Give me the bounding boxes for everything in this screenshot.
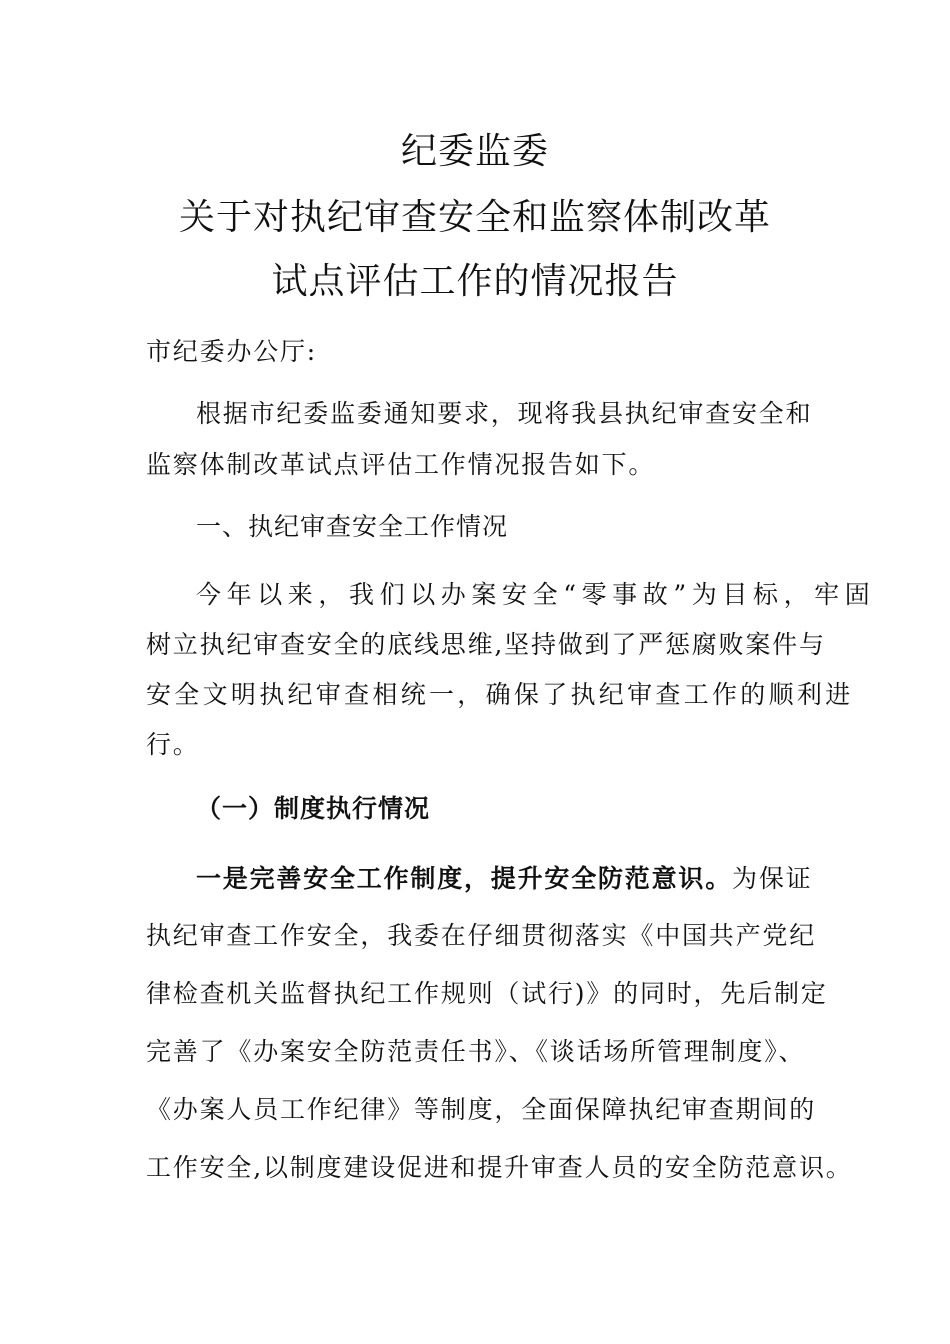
point-1-first-rest: 为保证 xyxy=(732,864,813,893)
subsection-1-heading: （一）制度执行情况 xyxy=(196,794,431,823)
point-1-line-4: 完善了《办案安全防范责任书》、《谈话场所管理制度》、 xyxy=(146,1037,806,1066)
point-1-line-1 xyxy=(196,862,812,896)
intro-paragraph-line-1: 根据市纪委监委通知要求，现将我县执纪审查安全和 xyxy=(196,399,813,428)
point-1-line-2: 执纪审查工作安全，我委在仔细贯彻落实《中国共产党纪 xyxy=(146,921,817,950)
section-1-paragraph-line-2: 树立执纪审查安全的底线思维,坚持做到了严惩腐败案件与 xyxy=(146,630,826,659)
section-1-heading: 一、执纪审查安全工作情况 xyxy=(196,512,509,541)
document-title-line-1: 纪委监委 xyxy=(400,131,549,172)
point-1-lead: 一是完善安全工作制度，提升安全防范意识。 xyxy=(196,864,733,893)
intro-paragraph-line-2: 监察体制改革试点评估工作情况报告如下。 xyxy=(146,450,656,479)
point-1-line-5: 《办案人员工作纪律》等制度，全面保障执纪审查期间的 xyxy=(146,1095,817,1124)
document-title-line-3: 试点评估工作的情况报告 xyxy=(271,261,679,302)
point-1-line-6: 工作安全,以制度建设促进和提升审查人员的安全防范意识。 xyxy=(146,1153,853,1182)
section-1-paragraph-line-3: 安全文明执纪审查相统一，确保了执纪审查工作的顺利进 xyxy=(146,680,854,709)
addressee: 市纪委办公厅: xyxy=(146,337,318,366)
section-1-paragraph-line-4: 行。 xyxy=(146,730,200,759)
document-title-line-2: 关于对执纪审查安全和监察体制改革 xyxy=(178,197,771,238)
section-1-paragraph-line-1: 今年以来，我们以办案安全“零事故”为目标，牢固 xyxy=(196,580,876,609)
point-1-line-3: 律检查机关监督执纪工作规则（试行)》的同时，先后制定 xyxy=(146,979,828,1008)
